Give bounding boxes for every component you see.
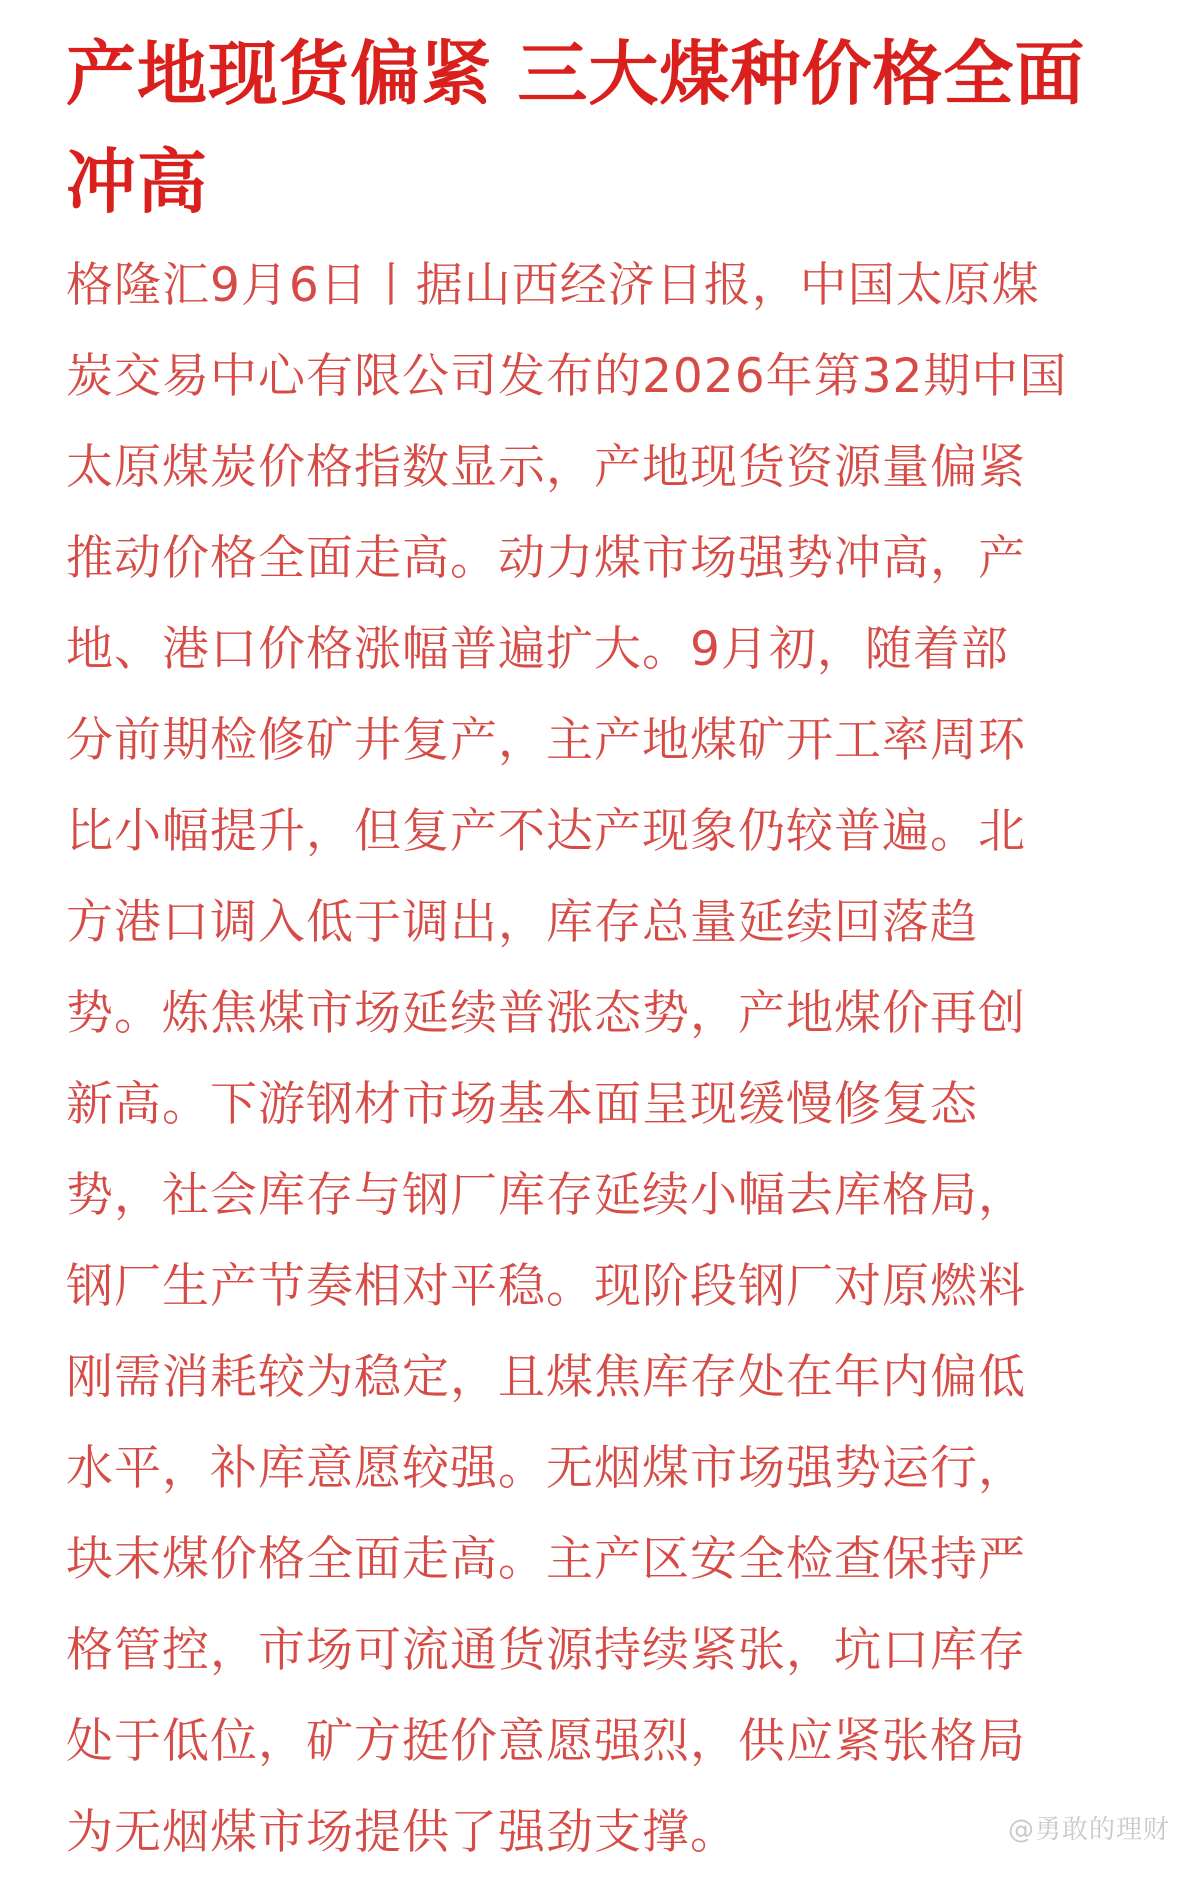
article-body-line: 炭交易中心有限公司发布的2026年第32期中国	[66, 349, 1068, 404]
article-body-line: 为无烟煤市场提供了强劲支撑。	[66, 1805, 738, 1860]
article-body-line: 势。炼焦煤市场延续普涨态势，产地煤价再创	[66, 986, 1026, 1041]
article-body-line: 分前期检修矿井复产，主产地煤矿开工率周环	[66, 713, 1026, 768]
article-body-line: 比小幅提升，但复产不达产现象仍较普遍。北	[66, 804, 1026, 859]
article-title-line: 冲高	[66, 141, 208, 223]
article-body-line: 格隆汇9月6日丨据山西经济日报，中国太原煤	[66, 258, 1040, 313]
article-body-line: 水平，补库意愿较强。无烟煤市场强势运行，	[66, 1441, 1026, 1496]
article-body-line: 势，社会库存与钢厂库存延续小幅去库格局，	[66, 1168, 1026, 1223]
article-body-line: 太原煤炭价格指数显示，产地现货资源量偏紧	[66, 440, 1026, 495]
article-body-line: 方港口调入低于调出，库存总量延续回落趋	[66, 895, 978, 950]
article-body-line: 推动价格全面走高。动力煤市场强势冲高，产	[66, 531, 1026, 586]
article-body-line: 处于低位，矿方挺价意愿强烈，供应紧张格局	[66, 1714, 1026, 1769]
article	[66, 20, 1156, 1878]
article-body-line: 地、港口价格涨幅普遍扩大。9月初，随着部	[66, 622, 1009, 677]
article-body	[66, 240, 1156, 1878]
article-body-line: 钢厂生产节奏相对平稳。现阶段钢厂对原燃料	[66, 1259, 1026, 1314]
article-body-line: 格管控，市场可流通货源持续紧张，坑口库存	[66, 1623, 1026, 1678]
article-body-line: 块末煤价格全面走高。主产区安全检查保持严	[66, 1532, 1026, 1587]
article-title	[66, 20, 1156, 236]
article-title-line: 产地现货偏紧 三大煤种价格全面	[66, 33, 1086, 115]
article-body-line: 刚需消耗较为稳定，且煤焦库存处在年内偏低	[66, 1350, 1026, 1405]
watermark: @勇敢的理财	[1007, 1815, 1170, 1845]
article-body-line: 新高。下游钢材市场基本面呈现缓慢修复态	[66, 1077, 978, 1132]
